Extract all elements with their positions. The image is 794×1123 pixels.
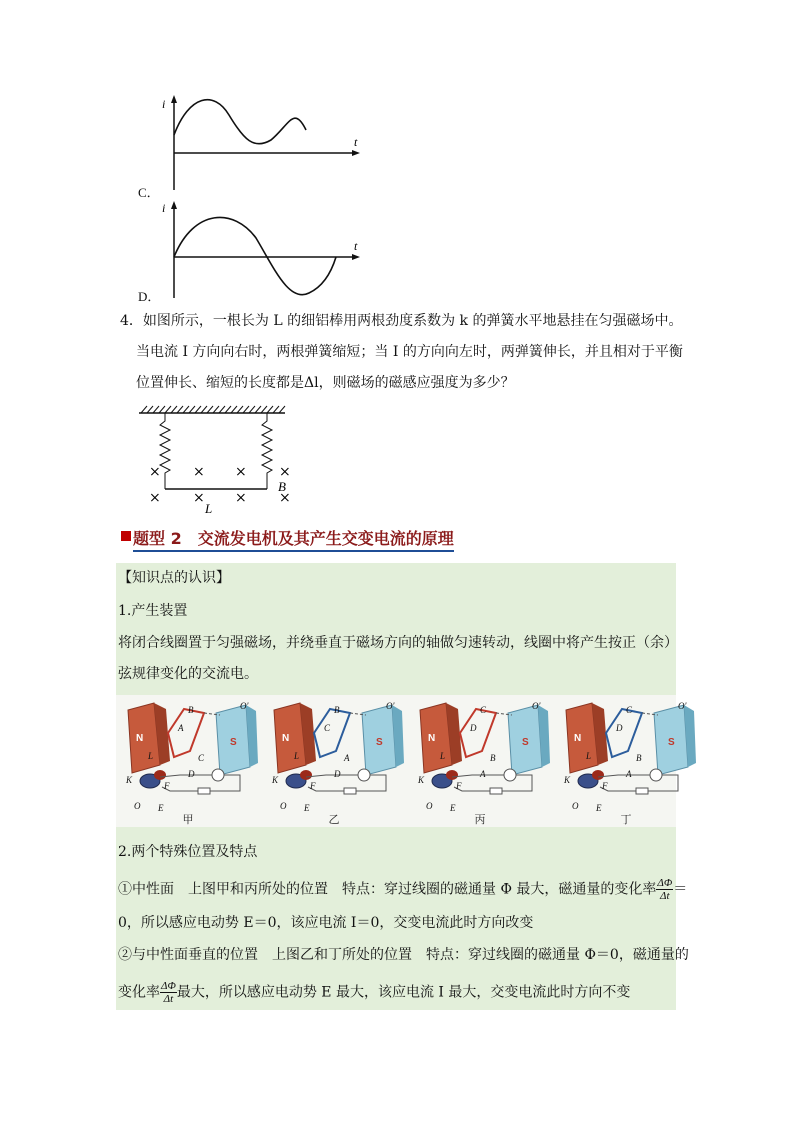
- diagram-point-label: D: [334, 769, 341, 779]
- cross-mark: ×: [235, 490, 247, 506]
- cross-mark: ×: [149, 490, 161, 506]
- generator-diagrams: [116, 695, 687, 827]
- diagram-point-label: K: [564, 775, 571, 785]
- diagram-point-label: C: [324, 723, 331, 733]
- y-axis-label-c: i: [162, 97, 166, 111]
- item-perpendicular-1: ②与中性面垂直的位置 上图乙和丁所处的位置 特点：穿过线圈的磁通量 Φ＝0，磁通量的: [118, 947, 689, 963]
- diagram-point-label: L: [440, 751, 446, 761]
- diagram-point-label: O': [386, 701, 395, 711]
- sine-graph-d: [134, 198, 364, 303]
- paragraph-device-1: 将闭合线圈置于匀强磁场，并绕垂直于磁场方向的轴做匀速转动，线圈中将产生按正（余）: [118, 635, 678, 651]
- magnet-north-label: N: [574, 733, 582, 744]
- option-d-label: D．: [138, 289, 161, 304]
- magnet-south-label: S: [230, 737, 237, 748]
- magnet-south-label: S: [668, 737, 675, 748]
- diagram-point-label: E: [596, 803, 602, 813]
- item-neutral-plane-1: ①中性面 上图甲和丙所处的位置 特点：穿过线圈的磁通量 Φ 最大，磁通量的变化率 $\frac{\Delta\Phi}{\Delta t}$ ＝: [118, 877, 688, 902]
- item-perpendicular-2: 变化率 $\frac{\Delta\Phi}{\Delta t}$ 最大，所以感应电动势 E 最大，该应电流 I 最大，交变电流此时方向不变: [118, 980, 631, 1005]
- diagram-caption: 乙: [328, 813, 340, 826]
- diagram-point-label: D: [188, 769, 195, 779]
- diagram-point-label: A: [344, 753, 350, 763]
- diagram-point-label: C: [480, 705, 487, 715]
- diagram-point-label: E: [450, 803, 456, 813]
- diagram-point-label: L: [586, 751, 592, 761]
- cross-mark: ×: [235, 464, 247, 480]
- y-axis-label-d: i: [162, 201, 166, 215]
- diagram-point-label: B: [636, 753, 642, 763]
- q4-line-3: 位置伸长、缩短的长度都是Δl，则磁场的磁感应强度为多少？: [136, 375, 515, 391]
- generator-diagram: [125, 701, 258, 826]
- flux-rate-fraction: $\frac{\Delta\Phi}{\Delta t}$: [161, 980, 176, 1005]
- diagram-caption: 甲: [182, 813, 194, 826]
- q4-line-1: 4．如图所示，一根长为 L 的细铝棒用两根劲度系数为 k 的弹簧水平地悬挂在匀强磁场中。: [120, 313, 683, 329]
- diagram-point-label: O': [240, 701, 249, 711]
- magnetic-field-label: B: [278, 479, 286, 494]
- cross-mark: ×: [149, 464, 161, 480]
- graph-c: [134, 90, 364, 200]
- subheading-device: 1.产生装置: [118, 603, 188, 619]
- spring-diagram: [135, 403, 295, 515]
- magnet-south-label: S: [522, 737, 529, 748]
- subheading-special-positions: 2.两个特殊位置及特点: [118, 844, 258, 860]
- magnet-south-label: S: [376, 737, 383, 748]
- diagram-point-label: B: [188, 705, 194, 715]
- section-marker-icon: [121, 531, 131, 541]
- paragraph-device-2: 弦规律变化的交流电。: [118, 666, 258, 682]
- diagram-point-label: E: [304, 803, 310, 813]
- knowledge-header: 【知识点的认识】: [118, 570, 230, 586]
- magnet-north-label: N: [428, 733, 436, 744]
- x-axis-label-c: t: [354, 135, 358, 149]
- diagram-point-label: A: [178, 723, 184, 733]
- x-axis-label-d: t: [354, 239, 358, 253]
- diagram-point-label: F: [310, 781, 316, 791]
- diagram-point-label: L: [294, 751, 300, 761]
- diagram-caption: 丁: [620, 813, 632, 826]
- cross-mark: ×: [279, 464, 291, 480]
- magnet-north-label: N: [282, 733, 290, 744]
- generator-diagram: [563, 701, 696, 826]
- diagram-point-label: A: [626, 769, 632, 779]
- diagram-point-label: K: [126, 775, 133, 785]
- option-c-label: C．: [138, 185, 160, 200]
- diagram-caption: 丙: [474, 813, 486, 826]
- cross-mark: ×: [193, 464, 205, 480]
- diagram-point-label: F: [602, 781, 608, 791]
- diagram-point-label: D: [616, 723, 623, 733]
- magnet-north-label: N: [136, 733, 144, 744]
- rod-length-label: L: [205, 501, 213, 516]
- diagram-point-label: B: [490, 753, 496, 763]
- diagram-point-label: F: [456, 781, 462, 791]
- diagram-point-label: O: [134, 801, 141, 811]
- diagram-point-label: O: [572, 801, 579, 811]
- flux-rate-fraction: $\frac{\Delta\Phi}{\Delta t}$: [657, 877, 673, 902]
- generator-figures: [116, 695, 687, 827]
- section-title: 题型 2 交流发电机及其产生交变电流的原理: [133, 526, 454, 552]
- cross-mark: ×: [193, 490, 205, 506]
- diagram-point-label: F: [164, 781, 170, 791]
- graph-d: [134, 198, 364, 303]
- diagram-point-label: D: [470, 723, 477, 733]
- diagram-point-label: K: [418, 775, 425, 785]
- diagram-point-label: C: [626, 705, 633, 715]
- generator-diagram: [417, 701, 550, 826]
- generator-diagram: [271, 701, 404, 826]
- diagram-point-label: E: [158, 803, 164, 813]
- diagram-point-label: A: [480, 769, 486, 779]
- spring-figure: [135, 403, 295, 515]
- cross-mark: ×: [279, 490, 291, 506]
- sine-graph-c: [134, 90, 364, 200]
- diagram-point-label: O: [280, 801, 287, 811]
- item-neutral-plane-2: 0，所以感应电动势 E＝0，该应电流 I＝0，交变电流此时方向改变: [118, 915, 534, 931]
- q4-line-2: 当电流 I 方向向右时，两根弹簧缩短；当 I 的方向向左时，两弹簧伸长，并且相对于平衡: [136, 344, 683, 360]
- diagram-point-label: O': [532, 701, 541, 711]
- diagram-point-label: L: [148, 751, 154, 761]
- diagram-point-label: B: [334, 705, 340, 715]
- diagram-point-label: C: [198, 753, 205, 763]
- diagram-point-label: K: [272, 775, 279, 785]
- diagram-point-label: O': [678, 701, 687, 711]
- diagram-point-label: O: [426, 801, 433, 811]
